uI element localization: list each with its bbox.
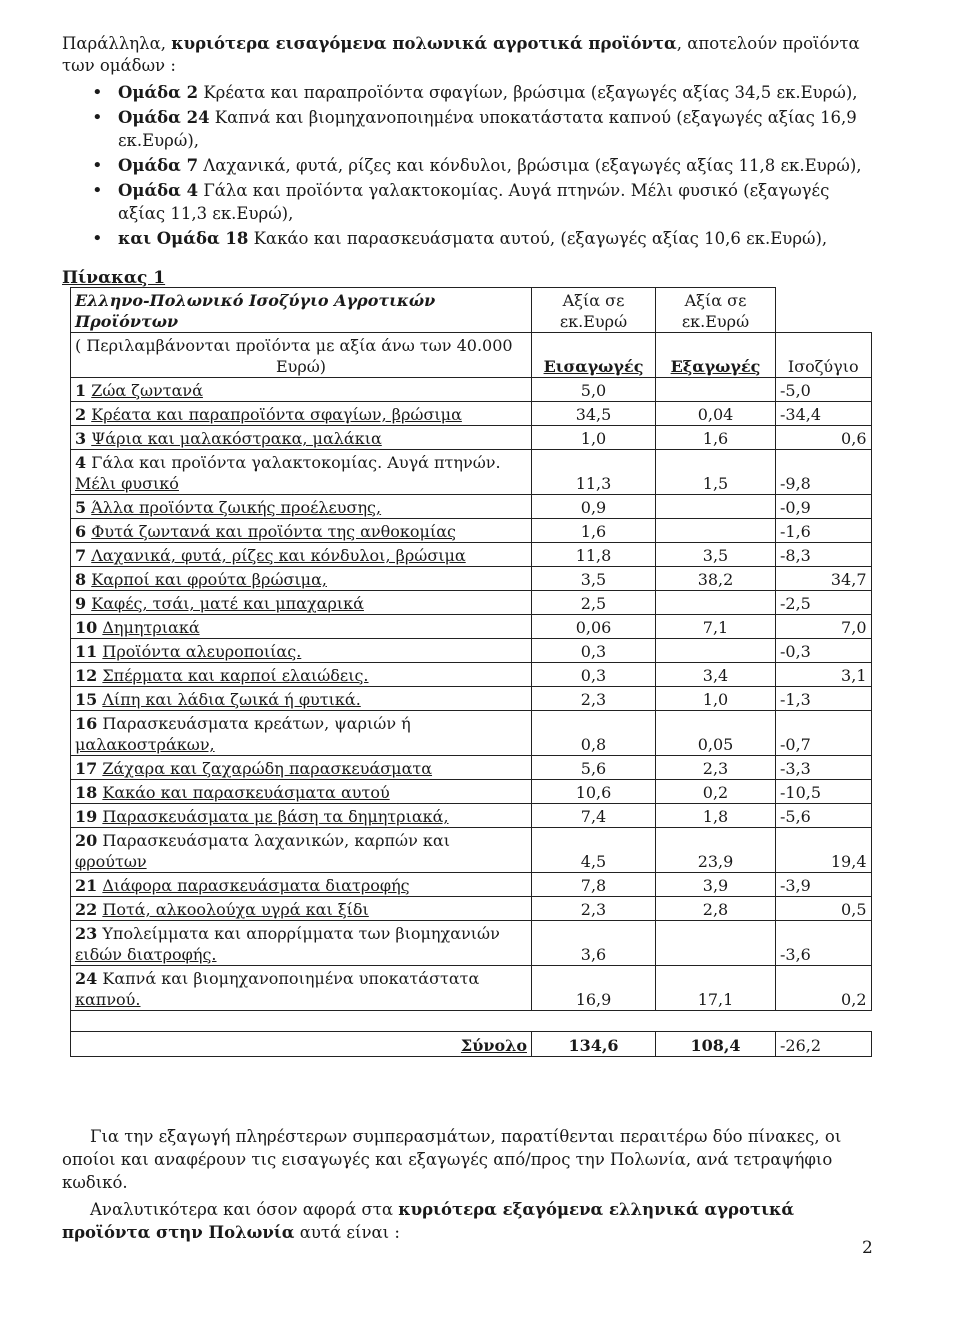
- balance-value: -0,3: [780, 642, 811, 661]
- balance-cell: [776, 687, 872, 711]
- row-label-cont: καπνού.: [75, 990, 141, 1009]
- exports-value: 0,2: [702, 783, 729, 802]
- exports-cell: [656, 519, 776, 543]
- exports-cell: [656, 897, 776, 921]
- exports-cell: [656, 378, 776, 402]
- table-note-line2: Ευρώ): [275, 357, 327, 376]
- total-label: Σύνολο: [460, 1036, 527, 1055]
- row-number: 23: [75, 924, 98, 943]
- imports-cell: [532, 519, 656, 543]
- table-row: [71, 873, 872, 897]
- row-label: Άλλα προϊόντα ζωικής προέλευσης,: [91, 498, 382, 517]
- table-row: [71, 450, 872, 495]
- product-cell: [71, 543, 532, 567]
- product-cell: [71, 639, 532, 663]
- row-label: Παρασκευάσματα λαχανικών, καρπών και: [102, 831, 450, 850]
- row-label: Λίπη και λάδια ζωικά ή φυτικά.: [102, 690, 361, 709]
- list-item: [62, 179, 870, 225]
- table-title: Ελληνο-Πολωνικό Ισοζύγιο Αγροτικών Προϊόντων: [75, 291, 436, 331]
- table-note-line1: ( Περιλαμβάνονται προϊόντα με αξία άνω των 40.000: [75, 336, 513, 355]
- imports-value: 2,3: [580, 690, 607, 709]
- exports-value: 23,9: [697, 852, 734, 871]
- balance-cell: [776, 921, 872, 966]
- balance-value: -2,5: [780, 594, 811, 613]
- row-label: Ζώα ζωντανά: [91, 381, 203, 400]
- exports-value: 1,5: [702, 474, 729, 493]
- list-item: [62, 106, 870, 152]
- balance-cell: [776, 615, 872, 639]
- row-number: 3: [75, 429, 87, 448]
- page-number: 2: [862, 1238, 873, 1258]
- table-subheader-row: [71, 333, 872, 378]
- row-number: 2: [75, 405, 87, 424]
- balance-cell: [776, 897, 872, 921]
- row-number: 20: [75, 831, 98, 850]
- spacer-cell: [776, 1011, 872, 1032]
- list-item-text: Λαχανικά, φυτά, ρίζες και κόνδυλοι, βρώσιμα (εξαγωγές αξίας 11,8 εκ.Ευρώ),: [198, 156, 862, 175]
- list-item: [62, 154, 870, 177]
- table-row: [71, 804, 872, 828]
- row-label-cont: ειδών διατροφής.: [75, 945, 217, 964]
- total-imports: 134,6: [568, 1036, 619, 1055]
- list-item-text: Κακάο και παρασκευάσματα αυτού, (εξαγωγές αξίας 10,6 εκ.Ευρώ),: [248, 229, 828, 248]
- list-item-bold: Ομάδα 2: [118, 83, 199, 102]
- imports-value: 10,6: [575, 783, 612, 802]
- product-cell: [71, 567, 532, 591]
- balance-cell: [776, 828, 872, 873]
- list-item: [62, 81, 870, 104]
- imports-col-label: Εισαγωγές: [543, 357, 644, 376]
- unit-header-text: εκ.Ευρώ: [559, 312, 628, 331]
- table-note-cell: [71, 333, 532, 378]
- table-row: [71, 519, 872, 543]
- row-label-cont: Μέλι φυσικό: [75, 474, 179, 493]
- balance-value: -34,4: [780, 405, 822, 424]
- table-row: [71, 663, 872, 687]
- total-label-cell: [71, 1032, 532, 1057]
- imports-value: 7,8: [580, 876, 607, 895]
- footer-p2-bold: κυριότερα εξαγόμενα ελληνικά αγροτικά προϊόντα στην Πολωνία: [62, 1200, 795, 1242]
- imports-value: 0,3: [580, 642, 607, 661]
- imports-cell: [532, 615, 656, 639]
- row-label: Ζάχαρα και ζαχαρώδη παρασκευάσματα: [102, 759, 433, 778]
- exports-value: 2,3: [702, 759, 729, 778]
- trade-balance-table: [70, 287, 872, 1057]
- row-label: Προϊόντα αλευροποιίας.: [102, 642, 302, 661]
- exports-cell: [656, 921, 776, 966]
- balance-value: -8,3: [780, 546, 811, 565]
- row-number: 17: [75, 759, 98, 778]
- list-item-text: Κρέατα και παραπροϊόντα σφαγίων, βρώσιμα (εξαγωγές αξίας 34,5 εκ.Ευρώ),: [198, 83, 858, 102]
- exports-value: 1,6: [702, 429, 729, 448]
- value-header-text: Αξία σε: [684, 291, 747, 310]
- row-number: 1: [75, 381, 87, 400]
- product-cell: [71, 780, 532, 804]
- exports-value: 17,1: [697, 990, 734, 1009]
- exports-col-label: Εξαγωγές: [670, 357, 761, 376]
- balance-value: 0,6: [841, 429, 867, 448]
- value-header-text: Αξία σε: [562, 291, 625, 310]
- exports-value: 3,5: [702, 546, 729, 565]
- table-label: Πίνακας 1: [62, 268, 166, 288]
- total-exports: 108,4: [690, 1036, 741, 1055]
- row-number: 24: [75, 969, 98, 988]
- imports-cell: [532, 828, 656, 873]
- imports-cell: [532, 711, 656, 756]
- row-number: 4: [75, 453, 87, 472]
- product-cell: [71, 402, 532, 426]
- balance-value: 0,2: [841, 990, 867, 1009]
- balance-cell: [776, 663, 872, 687]
- table-row: [71, 639, 872, 663]
- balance-value: -3,6: [780, 945, 811, 964]
- imports-value: 0,8: [580, 735, 607, 754]
- table-row: [71, 687, 872, 711]
- balance-cell: [776, 543, 872, 567]
- imports-cell: [532, 687, 656, 711]
- balance-cell: [776, 639, 872, 663]
- balance-value: -0,7: [780, 735, 811, 754]
- product-cell: [71, 756, 532, 780]
- row-label: Καπνά και βιομηχανοποιημένα υποκατάστατα: [102, 969, 480, 988]
- imports-value: 1,6: [580, 522, 607, 541]
- product-cell: [71, 591, 532, 615]
- table-row: [71, 897, 872, 921]
- balance-cell: [776, 804, 872, 828]
- total-imports-cell: [532, 1032, 656, 1057]
- intro-lead-start: Παράλληλα,: [62, 34, 172, 53]
- row-label: Λαχανικά, φυτά, ρίζες και κόνδυλοι, βρώσιμα: [91, 546, 466, 565]
- row-number: 7: [75, 546, 87, 565]
- exports-cell: [656, 873, 776, 897]
- exports-value: 1,0: [702, 690, 729, 709]
- imports-cell: [532, 780, 656, 804]
- balance-cell: [776, 495, 872, 519]
- balance-value: -10,5: [780, 783, 822, 802]
- exports-value: 38,2: [697, 570, 734, 589]
- list-item-bold: Ομάδα 4: [118, 181, 199, 200]
- list-item-bold: και Ομάδα 18: [118, 229, 249, 248]
- balance-value: -9,8: [780, 474, 811, 493]
- imports-value: 5,6: [580, 759, 607, 778]
- exports-value-header: [656, 288, 776, 333]
- imports-value: 16,9: [575, 990, 612, 1009]
- product-cell: [71, 873, 532, 897]
- balance-value: -1,6: [780, 522, 811, 541]
- row-label: Κακάο και παρασκευάσματα αυτού: [102, 783, 390, 802]
- imports-cell: [532, 402, 656, 426]
- row-label: Υπολείμματα και απορρίμματα των βιομηχανιών: [102, 924, 500, 943]
- row-number: 16: [75, 714, 98, 733]
- imports-value: 1,0: [580, 429, 607, 448]
- exports-cell: [656, 402, 776, 426]
- row-label: Φυτά ζωντανά και προϊόντα της ανθοκομίας: [91, 522, 456, 541]
- imports-cell: [532, 921, 656, 966]
- exports-value: 0,05: [697, 735, 734, 754]
- row-label-cont: μαλακοστράκων,: [75, 735, 215, 754]
- total-balance: -26,2: [780, 1036, 822, 1055]
- total-exports-cell: [656, 1032, 776, 1057]
- balance-value: -3,3: [780, 759, 811, 778]
- imports-col-header: [532, 333, 656, 378]
- intro-section: [62, 33, 870, 252]
- exports-cell: [656, 663, 776, 687]
- balance-cell: [776, 450, 872, 495]
- intro-lead-bold: κυριότερα εισαγόμενα πολωνικά αγροτικά προϊόντα: [171, 34, 677, 53]
- table-row: [71, 780, 872, 804]
- table-header-row: [71, 288, 872, 333]
- table-row: [71, 756, 872, 780]
- product-cell: [71, 804, 532, 828]
- balance-value: 34,7: [830, 570, 867, 589]
- table-row: [71, 921, 872, 966]
- list-item-text: Καπνά και βιομηχανοποιημένα υποκατάστατα καπνού (εξαγωγές αξίας 16,9 εκ.Ευρώ),: [118, 108, 857, 150]
- product-cell: [71, 687, 532, 711]
- table-row: [71, 828, 872, 873]
- exports-cell: [656, 567, 776, 591]
- imports-value: 0,9: [580, 498, 607, 517]
- balance-cell: [776, 756, 872, 780]
- table-row: [71, 378, 872, 402]
- footer-p2-end: αυτά είναι :: [294, 1223, 400, 1242]
- exports-cell: [656, 756, 776, 780]
- balance-value: -0,9: [780, 498, 811, 517]
- row-label: Παρασκευάσματα κρεάτων, ψαριών ή: [102, 714, 411, 733]
- balance-cell: [776, 711, 872, 756]
- exports-cell: [656, 591, 776, 615]
- intro-paragraph: [62, 33, 870, 77]
- product-cell: [71, 828, 532, 873]
- balance-col-label: Ισοζύγιο: [787, 357, 859, 376]
- unit-header-text: εκ.Ευρώ: [681, 312, 750, 331]
- table-row: [71, 615, 872, 639]
- spacer-cell: [532, 1011, 656, 1032]
- imports-value: 34,5: [575, 405, 612, 424]
- exports-cell: [656, 495, 776, 519]
- row-number: 22: [75, 900, 98, 919]
- row-number: 21: [75, 876, 98, 895]
- row-number: 6: [75, 522, 87, 541]
- imports-value-header: [532, 288, 656, 333]
- imports-cell: [532, 591, 656, 615]
- table-row: [71, 711, 872, 756]
- imports-cell: [532, 567, 656, 591]
- list-item-bold: Ομάδα 7: [118, 156, 199, 175]
- row-number: 5: [75, 498, 87, 517]
- balance-cell: [776, 966, 872, 1011]
- product-cell: [71, 663, 532, 687]
- imports-value: 11,3: [575, 474, 612, 493]
- product-cell: [71, 615, 532, 639]
- row-label-cont: φρούτων: [75, 852, 147, 871]
- imports-cell: [532, 378, 656, 402]
- imports-value: 4,5: [580, 852, 607, 871]
- exports-cell: [656, 966, 776, 1011]
- balance-col-header: [776, 333, 872, 378]
- product-cell: [71, 897, 532, 921]
- product-cell: [71, 378, 532, 402]
- exports-cell: [656, 687, 776, 711]
- exports-value: 1,8: [702, 807, 729, 826]
- list-item-text: Γάλα και προϊόντα γαλακτοκομίας. Αυγά πτηνών. Μέλι φυσικό (εξαγωγές αξίας 11,3 εκ.Ευρώ),: [118, 181, 830, 223]
- balance-cell: [776, 426, 872, 450]
- table-row: [71, 495, 872, 519]
- balance-value: 0,5: [841, 900, 867, 919]
- imports-cell: [532, 804, 656, 828]
- table-row: [71, 966, 872, 1011]
- imports-cell: [532, 756, 656, 780]
- row-label: Παρασκευάσματα με βάση τα δημητριακά,: [102, 807, 449, 826]
- list-item-bold: Ομάδα 24: [118, 108, 210, 127]
- imports-value: 5,0: [580, 381, 607, 400]
- imports-value: 2,3: [580, 900, 607, 919]
- imports-cell: [532, 873, 656, 897]
- footer-p2-start: Αναλυτικότερα και όσον αφορά στα: [90, 1200, 399, 1219]
- exports-cell: [656, 426, 776, 450]
- exports-cell: [656, 615, 776, 639]
- balance-value: -5,0: [780, 381, 811, 400]
- exports-value: 0,04: [697, 405, 734, 424]
- imports-value: 11,8: [575, 546, 612, 565]
- product-cell: [71, 426, 532, 450]
- row-number: 18: [75, 783, 98, 802]
- imports-cell: [532, 543, 656, 567]
- imports-value: 3,5: [580, 570, 607, 589]
- balance-cell: [776, 873, 872, 897]
- total-row: [71, 1032, 872, 1057]
- exports-col-header: [656, 333, 776, 378]
- row-label: Καρποί και φρούτα βρώσιμα,: [91, 570, 327, 589]
- imports-cell: [532, 639, 656, 663]
- balance-cell: [776, 591, 872, 615]
- product-cell: [71, 711, 532, 756]
- table-title-cell: [71, 288, 532, 333]
- imports-value: 3,6: [580, 945, 607, 964]
- row-number: 15: [75, 690, 98, 709]
- footer-paragraph-1: Για την εξαγωγή πληρέστερων συμπερασμάτων, παρατίθενται περαιτέρω δύο πίνακες, οι οποίοι και αναφέρουν τις εισαγωγές και εξαγωγές από/προς την Πολωνία, ανά τετραψήφιο κωδικό.: [62, 1127, 842, 1192]
- product-cell: [71, 921, 532, 966]
- table-row: [71, 543, 872, 567]
- list-item: [62, 227, 870, 250]
- imports-cell: [532, 426, 656, 450]
- imports-value: 0,3: [580, 666, 607, 685]
- balance-value: -3,9: [780, 876, 811, 895]
- table-row: [71, 591, 872, 615]
- spacer-cell: [656, 1011, 776, 1032]
- exports-value: 7,1: [702, 618, 729, 637]
- product-cell: [71, 519, 532, 543]
- exports-cell: [656, 450, 776, 495]
- exports-cell: [656, 639, 776, 663]
- balance-value: 7,0: [841, 618, 867, 637]
- table-row: [71, 402, 872, 426]
- table-row: [71, 426, 872, 450]
- balance-cell: [776, 378, 872, 402]
- row-label: Διάφορα παρασκευάσματα διατροφής: [102, 876, 410, 895]
- row-label: Ποτά, αλκοολούχα υγρά και ξίδι: [102, 900, 369, 919]
- exports-value: 3,9: [702, 876, 729, 895]
- exports-value: 2,8: [702, 900, 729, 919]
- row-label: Δημητριακά: [102, 618, 200, 637]
- imports-cell: [532, 663, 656, 687]
- imports-cell: [532, 495, 656, 519]
- balance-cell: [776, 519, 872, 543]
- row-number: 12: [75, 666, 98, 685]
- exports-cell: [656, 804, 776, 828]
- row-label: Καφές, τσάι, ματέ και μπαχαρικά: [91, 594, 364, 613]
- imports-value: 0,06: [575, 618, 612, 637]
- balance-cell: [776, 780, 872, 804]
- import-groups-list: [62, 81, 870, 250]
- footer-paragraph-2: [62, 1198, 870, 1244]
- spacer-cell: [71, 1011, 532, 1032]
- row-number: 11: [75, 642, 98, 661]
- row-number: 9: [75, 594, 87, 613]
- balance-value: 19,4: [830, 852, 867, 871]
- exports-value: 3,4: [702, 666, 729, 685]
- exports-cell: [656, 780, 776, 804]
- balance-cell: [776, 402, 872, 426]
- imports-cell: [532, 450, 656, 495]
- spacer-row: [71, 1011, 872, 1032]
- footer-section: [62, 1125, 870, 1244]
- imports-cell: [532, 897, 656, 921]
- imports-cell: [532, 966, 656, 1011]
- balance-value: -1,3: [780, 690, 811, 709]
- balance-cell: [776, 567, 872, 591]
- exports-cell: [656, 711, 776, 756]
- row-label: Γάλα και προϊόντα γαλακτοκομίας. Αυγά πτηνών.: [91, 453, 501, 472]
- row-number: 19: [75, 807, 98, 826]
- imports-value: 2,5: [580, 594, 607, 613]
- imports-value: 7,4: [580, 807, 607, 826]
- row-label: Κρέατα και παραπροϊόντα σφαγίων, βρώσιμα: [91, 405, 462, 424]
- intro-lead-end: , αποτελούν προϊόντα των ομάδων :: [62, 34, 860, 75]
- row-number: 10: [75, 618, 98, 637]
- product-cell: [71, 495, 532, 519]
- row-label: Ψάρια και μαλακόστρακα, μαλάκια: [91, 429, 382, 448]
- row-number: 8: [75, 570, 87, 589]
- total-balance-cell: [776, 1032, 872, 1057]
- balance-header-empty: [776, 288, 872, 333]
- table-row: [71, 567, 872, 591]
- balance-value: 3,1: [841, 666, 867, 685]
- exports-cell: [656, 828, 776, 873]
- product-cell: [71, 966, 532, 1011]
- product-cell: [71, 450, 532, 495]
- row-label: Σπέρματα και καρποί ελαιώδεις.: [102, 666, 369, 685]
- balance-value: -5,6: [780, 807, 811, 826]
- exports-cell: [656, 543, 776, 567]
